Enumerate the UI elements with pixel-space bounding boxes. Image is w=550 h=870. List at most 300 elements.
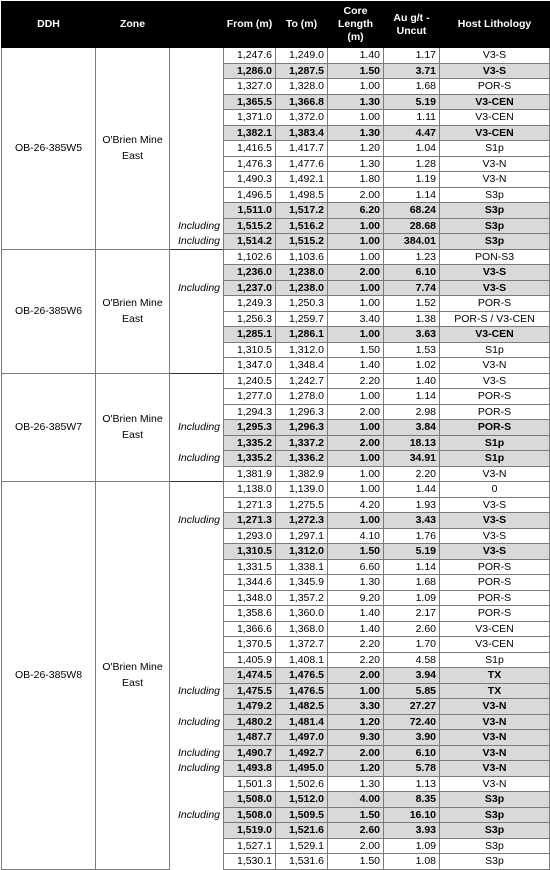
- core-length-cell: 6.60: [328, 559, 384, 575]
- core-length-cell: 1.20: [328, 714, 384, 730]
- from-cell: 1,249.3: [224, 296, 276, 312]
- au-grade-cell: 3.94: [384, 668, 440, 684]
- au-grade-cell: 1.13: [384, 776, 440, 792]
- from-cell: 1,371.0: [224, 110, 276, 126]
- including-cell: [170, 699, 224, 715]
- from-cell: 1,405.9: [224, 652, 276, 668]
- from-cell: 1,310.5: [224, 544, 276, 560]
- core-length-cell: 1.00: [328, 683, 384, 699]
- zone-cell: O'Brien Mine East: [96, 48, 170, 250]
- au-grade-cell: 1.14: [384, 187, 440, 203]
- host-lithology-cell: POR-S: [440, 389, 550, 405]
- to-cell: 1,275.5: [276, 497, 328, 513]
- zone-cell: O'Brien Mine East: [96, 249, 170, 373]
- including-cell: [170, 559, 224, 575]
- host-lithology-cell: V3-CEN: [440, 94, 550, 110]
- from-cell: 1,381.9: [224, 466, 276, 482]
- including-cell: [170, 528, 224, 544]
- zone-cell: O'Brien Mine East: [96, 373, 170, 482]
- core-length-cell: 2.00: [328, 187, 384, 203]
- host-lithology-cell: S1p: [440, 342, 550, 358]
- from-cell: 1,236.0: [224, 265, 276, 281]
- ddh-cell: OB-26-385W7: [2, 373, 96, 482]
- from-cell: 1,138.0: [224, 482, 276, 498]
- to-cell: 1,481.4: [276, 714, 328, 730]
- to-cell: 1,348.4: [276, 358, 328, 374]
- au-grade-cell: 2.98: [384, 404, 440, 420]
- to-cell: 1,515.2: [276, 234, 328, 250]
- au-grade-cell: 1.68: [384, 575, 440, 591]
- core-length-cell: 1.30: [328, 156, 384, 172]
- to-cell: 1,531.6: [276, 854, 328, 870]
- au-grade-cell: 68.24: [384, 203, 440, 219]
- au-grade-cell: 4.47: [384, 125, 440, 141]
- from-cell: 1,370.5: [224, 637, 276, 653]
- including-cell: [170, 141, 224, 157]
- from-cell: 1,365.5: [224, 94, 276, 110]
- core-length-cell: 1.50: [328, 854, 384, 870]
- host-lithology-cell: POR-S: [440, 420, 550, 436]
- host-lithology-cell: V3-CEN: [440, 327, 550, 343]
- to-cell: 1,238.0: [276, 280, 328, 296]
- host-lithology-cell: V3-S: [440, 280, 550, 296]
- to-cell: 1,328.0: [276, 79, 328, 95]
- including-cell: [170, 94, 224, 110]
- including-cell: Including: [170, 451, 224, 467]
- to-cell: 1,296.3: [276, 420, 328, 436]
- including-cell: [170, 156, 224, 172]
- host-lithology-cell: V3-S: [440, 265, 550, 281]
- including-cell: [170, 482, 224, 498]
- host-lithology-cell: S1p: [440, 141, 550, 157]
- au-grade-cell: 1.28: [384, 156, 440, 172]
- including-cell: [170, 668, 224, 684]
- core-length-cell: 1.00: [328, 234, 384, 250]
- table-body: [2, 48, 550, 870]
- core-length-cell: 1.40: [328, 606, 384, 622]
- from-cell: 1,479.2: [224, 699, 276, 715]
- from-cell: 1,347.0: [224, 358, 276, 374]
- to-cell: 1,337.2: [276, 435, 328, 451]
- core-length-cell: 1.40: [328, 621, 384, 637]
- to-cell: 1,492.7: [276, 745, 328, 761]
- to-cell: 1,477.6: [276, 156, 328, 172]
- core-length-cell: 2.20: [328, 637, 384, 653]
- au-grade-cell: 7.74: [384, 280, 440, 296]
- host-lithology-cell: POR-S: [440, 296, 550, 312]
- including-cell: [170, 373, 224, 389]
- host-lithology-cell: V3-N: [440, 776, 550, 792]
- to-cell: 1,509.5: [276, 807, 328, 823]
- from-cell: 1,519.0: [224, 823, 276, 839]
- au-grade-cell: 1.93: [384, 497, 440, 513]
- au-grade-cell: 1.09: [384, 838, 440, 854]
- host-lithology-cell: TX: [440, 683, 550, 699]
- header-au-uncut: Au g/t - Uncut: [384, 2, 440, 48]
- to-cell: 1,521.6: [276, 823, 328, 839]
- core-length-cell: 2.20: [328, 373, 384, 389]
- to-cell: 1,417.7: [276, 141, 328, 157]
- au-grade-cell: 4.58: [384, 652, 440, 668]
- au-grade-cell: 18.13: [384, 435, 440, 451]
- to-cell: 1,516.2: [276, 218, 328, 234]
- host-lithology-cell: V3-S: [440, 528, 550, 544]
- including-cell: Including: [170, 807, 224, 823]
- to-cell: 1,278.0: [276, 389, 328, 405]
- host-lithology-cell: V3-S: [440, 63, 550, 79]
- header-including: [170, 2, 224, 48]
- au-grade-cell: 1.14: [384, 559, 440, 575]
- including-cell: [170, 792, 224, 808]
- to-cell: 1,517.2: [276, 203, 328, 219]
- from-cell: 1,496.5: [224, 187, 276, 203]
- to-cell: 1,372.0: [276, 110, 328, 126]
- host-lithology-cell: V3-S: [440, 497, 550, 513]
- including-cell: [170, 637, 224, 653]
- core-length-cell: 2.60: [328, 823, 384, 839]
- including-cell: [170, 327, 224, 343]
- to-cell: 1,502.6: [276, 776, 328, 792]
- including-cell: [170, 590, 224, 606]
- to-cell: 1,338.1: [276, 559, 328, 575]
- core-length-cell: 1.00: [328, 420, 384, 436]
- from-cell: 1,366.6: [224, 621, 276, 637]
- including-cell: [170, 823, 224, 839]
- au-grade-cell: 3.93: [384, 823, 440, 839]
- header-to: To (m): [276, 2, 328, 48]
- core-length-cell: 2.00: [328, 435, 384, 451]
- au-grade-cell: 1.76: [384, 528, 440, 544]
- core-length-cell: 1.00: [328, 327, 384, 343]
- au-grade-cell: 1.23: [384, 249, 440, 265]
- core-length-cell: 1.50: [328, 807, 384, 823]
- from-cell: 1,508.0: [224, 807, 276, 823]
- host-lithology-cell: V3-CEN: [440, 621, 550, 637]
- to-cell: 1,357.2: [276, 590, 328, 606]
- au-grade-cell: 72.40: [384, 714, 440, 730]
- from-cell: 1,293.0: [224, 528, 276, 544]
- au-grade-cell: 3.43: [384, 513, 440, 529]
- core-length-cell: 1.00: [328, 296, 384, 312]
- including-cell: Including: [170, 513, 224, 529]
- host-lithology-cell: V3-N: [440, 172, 550, 188]
- au-grade-cell: 6.10: [384, 745, 440, 761]
- from-cell: 1,490.7: [224, 745, 276, 761]
- from-cell: 1,331.5: [224, 559, 276, 575]
- from-cell: 1,416.5: [224, 141, 276, 157]
- host-lithology-cell: POR-S: [440, 559, 550, 575]
- host-lithology-cell: PON-S3: [440, 249, 550, 265]
- including-cell: Including: [170, 714, 224, 730]
- including-cell: [170, 575, 224, 591]
- from-cell: 1,240.5: [224, 373, 276, 389]
- to-cell: 1,529.1: [276, 838, 328, 854]
- including-cell: [170, 544, 224, 560]
- to-cell: 1,476.5: [276, 668, 328, 684]
- core-length-cell: 9.30: [328, 730, 384, 746]
- ddh-cell: OB-26-385W6: [2, 249, 96, 373]
- core-length-cell: 1.00: [328, 389, 384, 405]
- from-cell: 1,476.3: [224, 156, 276, 172]
- au-grade-cell: 6.10: [384, 265, 440, 281]
- au-grade-cell: 1.11: [384, 110, 440, 126]
- from-cell: 1,327.0: [224, 79, 276, 95]
- host-lithology-cell: S1p: [440, 652, 550, 668]
- host-lithology-cell: V3-S: [440, 513, 550, 529]
- to-cell: 1,368.0: [276, 621, 328, 637]
- table-row: [2, 482, 550, 498]
- including-cell: Including: [170, 761, 224, 777]
- including-cell: [170, 79, 224, 95]
- au-grade-cell: 34.91: [384, 451, 440, 467]
- core-length-cell: 1.00: [328, 110, 384, 126]
- from-cell: 1,358.6: [224, 606, 276, 622]
- host-lithology-cell: V3-S: [440, 48, 550, 64]
- from-cell: 1,310.5: [224, 342, 276, 358]
- core-length-cell: 1.00: [328, 79, 384, 95]
- header-zone: Zone: [96, 2, 170, 48]
- to-cell: 1,512.0: [276, 792, 328, 808]
- host-lithology-cell: 0: [440, 482, 550, 498]
- core-length-cell: 1.30: [328, 125, 384, 141]
- host-lithology-cell: S3p: [440, 838, 550, 854]
- including-cell: [170, 296, 224, 312]
- from-cell: 1,344.6: [224, 575, 276, 591]
- to-cell: 1,408.1: [276, 652, 328, 668]
- host-lithology-cell: V3-CEN: [440, 637, 550, 653]
- to-cell: 1,360.0: [276, 606, 328, 622]
- including-cell: [170, 404, 224, 420]
- core-length-cell: 1.50: [328, 342, 384, 358]
- to-cell: 1,476.5: [276, 683, 328, 699]
- including-cell: [170, 48, 224, 64]
- to-cell: 1,259.7: [276, 311, 328, 327]
- table-row: [2, 48, 550, 64]
- from-cell: 1,237.0: [224, 280, 276, 296]
- to-cell: 1,382.9: [276, 466, 328, 482]
- au-grade-cell: 1.38: [384, 311, 440, 327]
- au-grade-cell: 1.08: [384, 854, 440, 870]
- including-cell: [170, 466, 224, 482]
- to-cell: 1,286.1: [276, 327, 328, 343]
- to-cell: 1,383.4: [276, 125, 328, 141]
- from-cell: 1,285.1: [224, 327, 276, 343]
- core-length-cell: 2.00: [328, 838, 384, 854]
- host-lithology-cell: V3-N: [440, 730, 550, 746]
- host-lithology-cell: V3-N: [440, 745, 550, 761]
- au-grade-cell: 5.78: [384, 761, 440, 777]
- au-grade-cell: 1.14: [384, 389, 440, 405]
- host-lithology-cell: POR-S: [440, 79, 550, 95]
- host-lithology-cell: V3-S: [440, 544, 550, 560]
- to-cell: 1,238.0: [276, 265, 328, 281]
- au-grade-cell: 5.19: [384, 94, 440, 110]
- including-cell: [170, 435, 224, 451]
- au-grade-cell: 1.53: [384, 342, 440, 358]
- core-length-cell: 4.10: [328, 528, 384, 544]
- au-grade-cell: 2.17: [384, 606, 440, 622]
- from-cell: 1,487.7: [224, 730, 276, 746]
- to-cell: 1,336.2: [276, 451, 328, 467]
- host-lithology-cell: POR-S: [440, 606, 550, 622]
- from-cell: 1,271.3: [224, 513, 276, 529]
- to-cell: 1,366.8: [276, 94, 328, 110]
- from-cell: 1,348.0: [224, 590, 276, 606]
- including-cell: [170, 125, 224, 141]
- from-cell: 1,527.1: [224, 838, 276, 854]
- core-length-cell: 1.30: [328, 94, 384, 110]
- header-ddh: DDH: [2, 2, 96, 48]
- host-lithology-cell: V3-CEN: [440, 125, 550, 141]
- core-length-cell: 1.00: [328, 218, 384, 234]
- from-cell: 1,514.2: [224, 234, 276, 250]
- including-cell: [170, 187, 224, 203]
- to-cell: 1,482.5: [276, 699, 328, 715]
- host-lithology-cell: S1p: [440, 451, 550, 467]
- au-grade-cell: 1.17: [384, 48, 440, 64]
- au-grade-cell: 1.02: [384, 358, 440, 374]
- from-cell: 1,480.2: [224, 714, 276, 730]
- host-lithology-cell: S3p: [440, 187, 550, 203]
- from-cell: 1,515.2: [224, 218, 276, 234]
- from-cell: 1,335.2: [224, 435, 276, 451]
- host-lithology-cell: POR-S: [440, 575, 550, 591]
- au-grade-cell: 1.40: [384, 373, 440, 389]
- including-cell: [170, 265, 224, 281]
- drill-results-table: [1, 1, 550, 870]
- core-length-cell: 1.40: [328, 48, 384, 64]
- au-grade-cell: 28.68: [384, 218, 440, 234]
- to-cell: 1,495.0: [276, 761, 328, 777]
- including-cell: Including: [170, 683, 224, 699]
- au-grade-cell: 3.63: [384, 327, 440, 343]
- to-cell: 1,492.1: [276, 172, 328, 188]
- including-cell: [170, 621, 224, 637]
- to-cell: 1,249.0: [276, 48, 328, 64]
- from-cell: 1,508.0: [224, 792, 276, 808]
- to-cell: 1,372.7: [276, 637, 328, 653]
- host-lithology-cell: V3-N: [440, 466, 550, 482]
- host-lithology-cell: S3p: [440, 234, 550, 250]
- from-cell: 1,286.0: [224, 63, 276, 79]
- au-grade-cell: 3.90: [384, 730, 440, 746]
- to-cell: 1,272.3: [276, 513, 328, 529]
- header-from: From (m): [224, 2, 276, 48]
- from-cell: 1,102.6: [224, 249, 276, 265]
- core-length-cell: 1.80: [328, 172, 384, 188]
- from-cell: 1,277.0: [224, 389, 276, 405]
- including-cell: [170, 63, 224, 79]
- au-grade-cell: 16.10: [384, 807, 440, 823]
- core-length-cell: 3.40: [328, 311, 384, 327]
- host-lithology-cell: V3-CEN: [440, 110, 550, 126]
- to-cell: 1,312.0: [276, 342, 328, 358]
- from-cell: 1,247.6: [224, 48, 276, 64]
- core-length-cell: 4.20: [328, 497, 384, 513]
- including-cell: Including: [170, 234, 224, 250]
- to-cell: 1,250.3: [276, 296, 328, 312]
- from-cell: 1,511.0: [224, 203, 276, 219]
- to-cell: 1,297.1: [276, 528, 328, 544]
- from-cell: 1,335.2: [224, 451, 276, 467]
- including-cell: [170, 203, 224, 219]
- to-cell: 1,139.0: [276, 482, 328, 498]
- host-lithology-cell: POR-S: [440, 590, 550, 606]
- from-cell: 1,490.3: [224, 172, 276, 188]
- to-cell: 1,242.7: [276, 373, 328, 389]
- host-lithology-cell: POR-S: [440, 404, 550, 420]
- au-grade-cell: 1.68: [384, 79, 440, 95]
- including-cell: [170, 776, 224, 792]
- including-cell: [170, 342, 224, 358]
- including-cell: [170, 172, 224, 188]
- au-grade-cell: 2.60: [384, 621, 440, 637]
- core-length-cell: 1.50: [328, 544, 384, 560]
- to-cell: 1,312.0: [276, 544, 328, 560]
- host-lithology-cell: TX: [440, 668, 550, 684]
- host-lithology-cell: S3p: [440, 854, 550, 870]
- au-grade-cell: 1.04: [384, 141, 440, 157]
- core-length-cell: 3.30: [328, 699, 384, 715]
- core-length-cell: 1.20: [328, 761, 384, 777]
- host-lithology-cell: S3p: [440, 792, 550, 808]
- core-length-cell: 1.20: [328, 141, 384, 157]
- including-cell: [170, 730, 224, 746]
- including-cell: [170, 389, 224, 405]
- au-grade-cell: 1.70: [384, 637, 440, 653]
- ddh-cell: OB-26-385W5: [2, 48, 96, 250]
- including-cell: [170, 311, 224, 327]
- including-cell: Including: [170, 420, 224, 436]
- core-length-cell: 1.00: [328, 249, 384, 265]
- host-lithology-cell: S3p: [440, 823, 550, 839]
- to-cell: 1,103.6: [276, 249, 328, 265]
- including-cell: [170, 652, 224, 668]
- to-cell: 1,345.9: [276, 575, 328, 591]
- core-length-cell: 1.00: [328, 482, 384, 498]
- au-grade-cell: 3.71: [384, 63, 440, 79]
- core-length-cell: 2.00: [328, 265, 384, 281]
- ddh-cell: OB-26-385W8: [2, 482, 96, 870]
- core-length-cell: 9.20: [328, 590, 384, 606]
- au-grade-cell: 2.20: [384, 466, 440, 482]
- core-length-cell: 1.30: [328, 776, 384, 792]
- au-grade-cell: 1.19: [384, 172, 440, 188]
- including-cell: [170, 249, 224, 265]
- from-cell: 1,501.3: [224, 776, 276, 792]
- header-core-length: Core Length (m): [328, 2, 384, 48]
- including-cell: [170, 838, 224, 854]
- au-grade-cell: 384.01: [384, 234, 440, 250]
- including-cell: [170, 854, 224, 870]
- host-lithology-cell: V3-N: [440, 358, 550, 374]
- including-cell: [170, 358, 224, 374]
- core-length-cell: 1.00: [328, 451, 384, 467]
- from-cell: 1,474.5: [224, 668, 276, 684]
- from-cell: 1,271.3: [224, 497, 276, 513]
- core-length-cell: 2.00: [328, 745, 384, 761]
- au-grade-cell: 27.27: [384, 699, 440, 715]
- from-cell: 1,256.3: [224, 311, 276, 327]
- including-cell: Including: [170, 745, 224, 761]
- au-grade-cell: 1.44: [384, 482, 440, 498]
- au-grade-cell: 8.35: [384, 792, 440, 808]
- host-lithology-cell: V3-N: [440, 761, 550, 777]
- core-length-cell: 4.00: [328, 792, 384, 808]
- au-grade-cell: 5.85: [384, 683, 440, 699]
- host-lithology-cell: V3-N: [440, 714, 550, 730]
- from-cell: 1,382.1: [224, 125, 276, 141]
